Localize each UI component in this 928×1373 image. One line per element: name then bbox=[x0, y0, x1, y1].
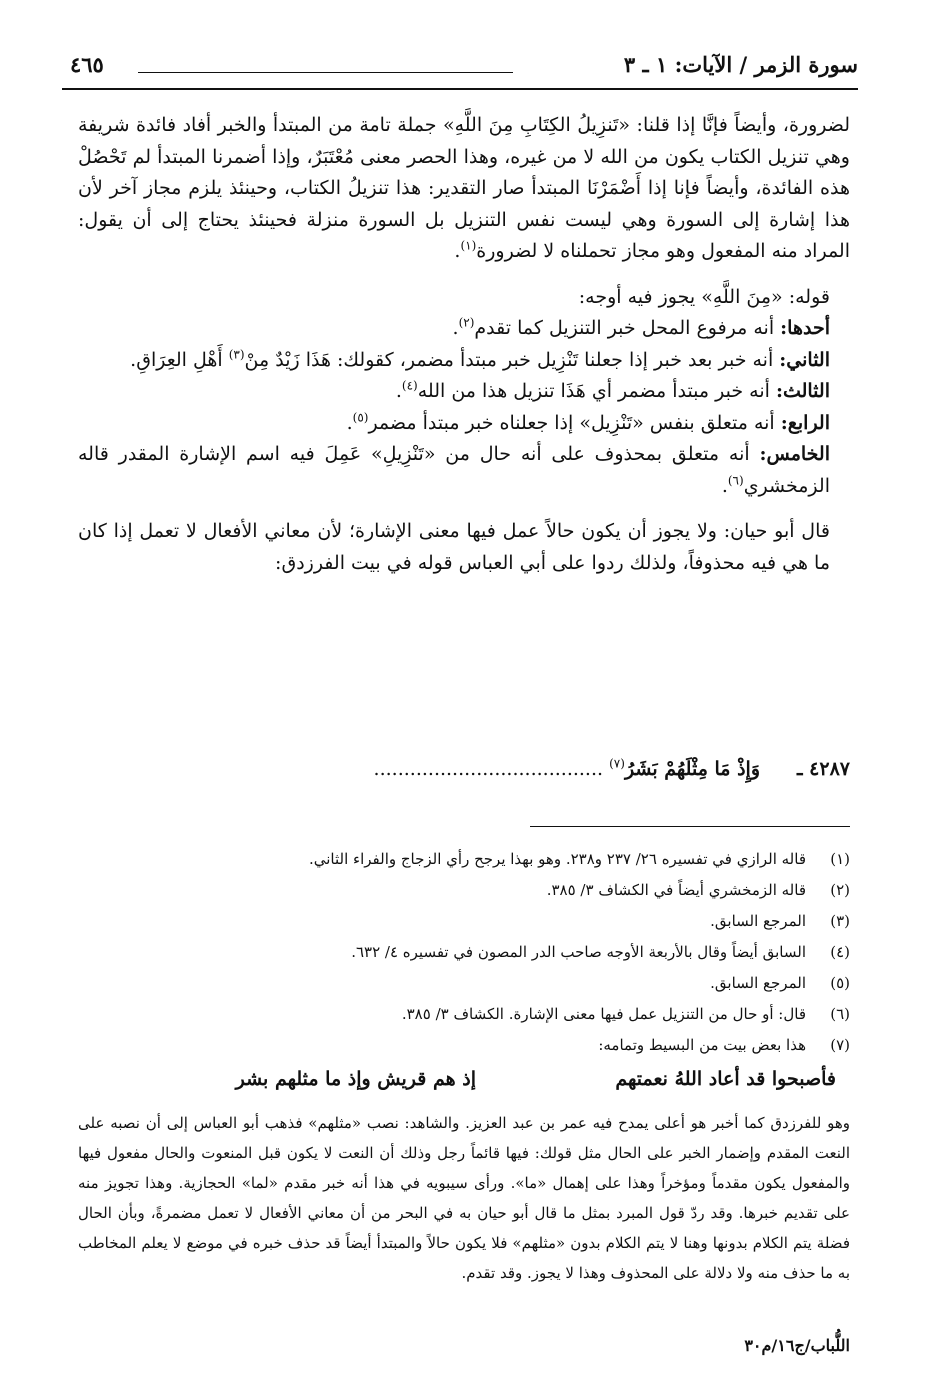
poem-second-half: إذ هم قريش وإذ ما مثلهم بشر bbox=[235, 1068, 476, 1090]
footnote bbox=[78, 937, 850, 968]
footnote bbox=[78, 999, 850, 1030]
poem-first-half: فأصبحوا قد أعاد اللهُ نعمتهم bbox=[615, 1068, 836, 1090]
running-title: سورة الزمر / الآيات: ١ ـ ٣ bbox=[623, 52, 858, 77]
point-label: الخامس: bbox=[759, 443, 830, 465]
paragraph bbox=[78, 110, 850, 268]
paragraph-end: . bbox=[721, 474, 728, 497]
paragraph-end: . bbox=[395, 380, 402, 402]
footnote-ref[interactable]: (٧) bbox=[609, 756, 625, 771]
footnote-text: قال: أو حال من التنزيل عمل فيها معنى الإشارة. الكشاف ٣/ ٣٨٥. bbox=[401, 1005, 806, 1023]
verse-fragment bbox=[78, 758, 760, 780]
paragraph-text: أنه خبر بعد خبر إذا جعلنا تَنْزِيل خبر مبتدأ مضمر، كقولك: هَذَا زَيْدٌ مِنْ bbox=[244, 348, 780, 371]
paragraph-text: أنه خبر مبتدأ مضمر أي هَذَا تنزيل هذا من الله bbox=[417, 380, 776, 402]
footnote-marker: (١) bbox=[830, 850, 850, 868]
header-rule bbox=[62, 88, 858, 90]
paragraph-end: . bbox=[454, 240, 461, 262]
main-text bbox=[78, 110, 850, 579]
page-header bbox=[70, 46, 858, 82]
spacer bbox=[78, 502, 850, 516]
footnotes bbox=[78, 844, 850, 1061]
footnote-ref[interactable]: (٣) bbox=[228, 347, 245, 362]
footnote-text: المرجع السابق. bbox=[710, 912, 806, 930]
point-label: أحدها: bbox=[780, 317, 830, 339]
paragraph bbox=[78, 313, 850, 345]
point-label: الثاني: bbox=[779, 348, 830, 371]
paragraph bbox=[78, 408, 850, 440]
quoted-verse bbox=[78, 758, 850, 794]
paragraph: قوله: «مِنَ اللَّهِ» يجوز فيه أوجه: bbox=[578, 285, 830, 308]
footnote-text: قاله الزمخشري أيضاً في الكشاف ٣/ ٣٨٥. bbox=[546, 881, 806, 899]
paragraph-text: لضرورة، وأيضاً فإنَّا إذا قلنا: «تَنزِيلُ الكِتَابِ مِنَ اللَّهِ» جملة تامة من المبتدأ والخبر أفاد فائدة شريفة وهي تنزيل الكتاب يكون من الله لا من غيره، وهذا الحصر معنى مُعْتَبَرٌ، وإذا أضمرنا المبتدأ لم تَحْصُلْ هذه الفائدة، وأيضاً فإنا إذا أَضْمَرْنَا المبتدأ صار التقدير: هذا تنزيلُ الكتاب، وحينئذ يلزم مجاز آخر لأن هذا إشارة إلى السورة وهي ليست نفس التنزيل بل السورة منزلة فحينئذ يحتاج إلى أن يقول: المراد منه المفعول وهو مجاز تحملناه لا لضرورة bbox=[78, 114, 850, 262]
footnote-ref[interactable]: (٢) bbox=[458, 315, 475, 330]
verse-text: وَإِذْ مَا مِثْلَهُمْ بَشَرُ bbox=[624, 758, 760, 780]
paragraph-text: أنه متعلق بمحذوف على أنه حال من «تَنْزِيلِ» عَمِلَ فيه اسم الإشارة المقدر قاله الزمخشري bbox=[78, 443, 830, 497]
paragraph-text: أنه متعلق بنفس «تَنْزِيل» إذا جعلناه خبر مبتدأ مضمر bbox=[368, 411, 781, 434]
paragraph bbox=[78, 439, 850, 502]
spacer bbox=[78, 268, 850, 282]
footnote-ref[interactable]: (٤) bbox=[401, 378, 418, 393]
point-label: الرابع: bbox=[780, 411, 830, 434]
paragraph bbox=[78, 345, 850, 377]
footnote-ref[interactable]: (٥) bbox=[352, 410, 369, 425]
page-number: ٤٦٥ bbox=[70, 52, 104, 77]
paragraph-end: أَهْلِ العِرَاقِ. bbox=[130, 348, 229, 371]
footnote-commentary: وهو للفرزدق كما أخبر هو أعلى يمدح فيه عمر بن عبد العزيز. والشاهد: نصب «مثلهم» فذهب أبو العباس إلى أن نصبه على النعت المقدم وإضمار الخبر على الحال مثل قولك: فيها قائماً رجل وذلك أن النعت لا يكون قبل المنعوت والحال مفعول فيها والمفعول يكون مقدماً ومؤخراً وهذا على إهمال «ما». ورأى سيبويه في هذا أنه خبر مقدم «لما» الحجازية. وهذا تجويز منه على تقديم خبرها. وقد ردّ قول المبرد بمثل ما قال أبو حيان به في البحر من أن معاني الأفعال لا تعمل مضمرةً، وبأن الحال فضلة يتم الكلام بدونها وهنا لا يتم الكلام بدون «مثلهم» فلا يكون حالاً والمبتدأ أيضاً قد حذف خبره في موضع لا يعلم المخاطب به ما حذف منه ولا دلالة على المحذوف وهذا لا يجوز. وقد تقدم. bbox=[78, 1114, 850, 1282]
footnote-marker: (٤) bbox=[830, 943, 850, 961]
footnote-separator bbox=[530, 826, 850, 827]
footnote-marker: (٣) bbox=[830, 912, 850, 930]
footnote bbox=[78, 968, 850, 999]
footnote bbox=[78, 906, 850, 937]
footnote-ref[interactable]: (٦) bbox=[727, 473, 744, 488]
paragraph bbox=[78, 376, 850, 408]
footnote-ref[interactable]: (١) bbox=[460, 238, 477, 253]
footnote-text: المرجع السابق. bbox=[710, 974, 806, 992]
paragraph: قال أبو حيان: ولا يجوز أن يكون حالاً عمل فيها معنى الإشارة؛ لأن معاني الأفعال لا تعمل إذا كان ما هي فيه محذوفاً، ولذلك ردوا على أبي العباس قوله في بيت الفرزدق: bbox=[78, 520, 830, 574]
footnote bbox=[78, 1030, 850, 1061]
footnote-text: السابق أيضاً وقال بالأربعة الأوجه صاحب الدر المصون في تفسيره ٤/ ٦٣٢. bbox=[351, 943, 806, 961]
footnote-marker: (٧) bbox=[830, 1036, 850, 1054]
footnote-text: قاله الرازي في تفسيره ٢٦/ ٢٣٧ و٢٣٨. وهو بهذا يرجح رأي الزجاج والفراء الثاني. bbox=[308, 850, 806, 868]
footnote-marker: (٥) bbox=[830, 974, 850, 992]
header-leader-line bbox=[138, 72, 513, 73]
paragraph-end: . bbox=[346, 411, 353, 434]
paragraph-text: أنه مرفوع المحل خبر التنزيل كما تقدم bbox=[474, 317, 781, 339]
footnote-text: هذا بعض بيت من البسيط وتمامه: bbox=[598, 1036, 806, 1054]
footnote bbox=[78, 844, 850, 875]
poem-verse bbox=[78, 1068, 836, 1100]
footnote-marker: (٦) bbox=[830, 1005, 850, 1023]
footnote bbox=[78, 875, 850, 906]
printer-signature: اللُّباب/ج١٦/م٣٠ bbox=[744, 1336, 850, 1355]
paragraph-end: . bbox=[452, 317, 459, 339]
verse-number: ٤٢٨٧ ـ bbox=[796, 758, 850, 780]
point-label: الثالث: bbox=[775, 380, 830, 402]
footnote-marker: (٢) bbox=[830, 881, 850, 899]
verse-ellipsis: ...................................... bbox=[373, 758, 604, 780]
